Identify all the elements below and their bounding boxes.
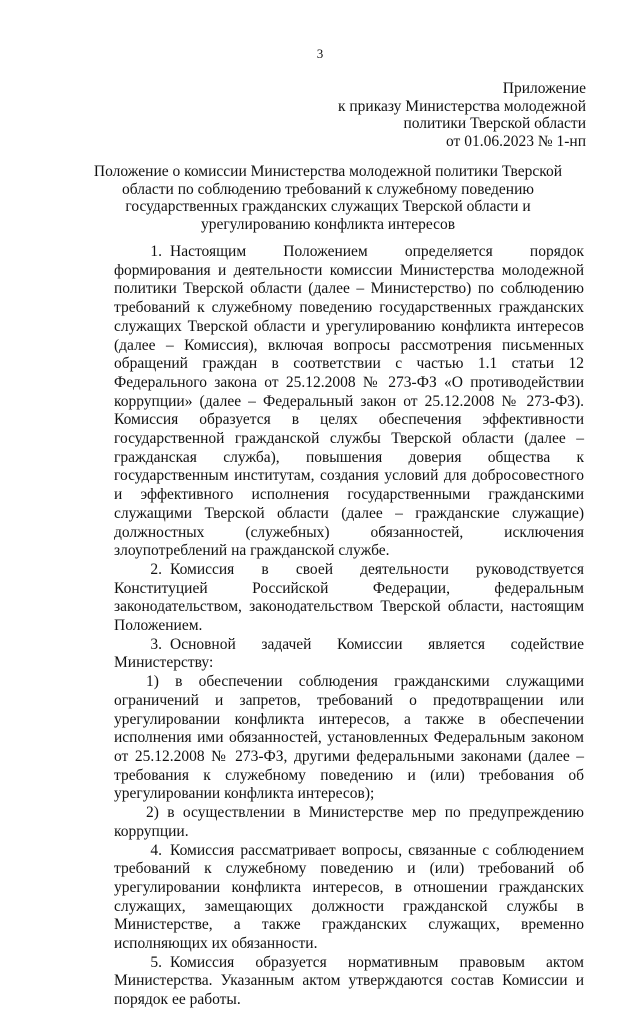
title-line: Положение о комиссии Министерства молодежной политики Тверской xyxy=(93,163,563,180)
paragraph-2 xyxy=(114,561,584,636)
paragraph-3 xyxy=(114,636,584,673)
page-number: 3 xyxy=(316,46,324,61)
appendix-line: Приложение xyxy=(502,80,586,97)
document-title xyxy=(90,163,566,233)
paragraph-number: 5. xyxy=(150,953,162,971)
paragraph-number: 2. xyxy=(150,560,162,578)
title-line: области по соблюдению требований к служебному поведению xyxy=(122,180,534,198)
appendix-line: от 01.06.2023 № 1-нп xyxy=(446,132,586,150)
appendix-line: к приказу Министерства молодежной xyxy=(337,97,586,115)
paragraph-text: Основной задачей Комиссии является содействие Министерству: xyxy=(114,635,584,672)
paragraph-text: Настоящим Положением определяется порядок формирования и деятельности комиссии Министерства молодежной политики Тверской области (далее – Министерство) по соблюдению требований к служебному поведению государственных гражданских служащих Тверской области и урегулированию конфликта интересов (далее – Комиссия), включая вопросы рассмотрения письменных обращений граждан в соответствии с частью 1.1 статьи 12 Федерального закона от 25.12.2008 № 273-ФЗ «О противодействии коррупции» (далее – Федеральный закон от 25.12.2008 № 273-ФЗ). Комиссия образуется в целях обеспечения эффективности государственной гражданской службы Тверской области (далее – гражданская служба), повышения доверия общества к государственным институтам, создания условий для добросовестного и эффективного исполнения государственными гражданскими служащими Тверской области (далее – гражданские служащие) должностных (служебных) обязанностей, исключения злоупотреблений на гражданской службе. xyxy=(114,243,584,560)
paragraph-3-item-2: 2) в осуществлении в Министерстве мер по предупреждению коррупции. xyxy=(114,804,584,840)
paragraph-3-item-1: 1) в обеспечении соблюдения гражданскими служащими ограничений и запретов, требований о предотвращении или урегулировании конфликта интересов, а также в обеспечении исполнения ими обязанностей, установленных Федеральным законом от 25.12.2008 № 273-ФЗ, другими федеральными законами (далее – требования к служебному поведению и (или) требования об урегулировании конфликта интересов); xyxy=(114,673,584,803)
paragraph-text: Комиссия рассматривает вопросы, связанные с соблюдением требований к служебному поведению и (или) требований об урегулировании конфликта интересов, в отношении гражданских служащих, замещающих должности гражданской службы в Министерстве, а также гражданских служащих, временно исполняющих их обязанности. xyxy=(114,841,584,953)
paragraph-text: Комиссия образуется нормативным правовым актом Министерства. Указанным актом утверждаются состав Комиссии и порядок ее работы. xyxy=(114,953,584,1009)
document-body xyxy=(114,243,584,1010)
paragraph-5 xyxy=(114,954,584,1010)
title-line: урегулированию конфликта интересов xyxy=(200,215,456,233)
paragraph-number: 1. xyxy=(150,243,162,260)
paragraph-1 xyxy=(114,243,584,561)
appendix-block xyxy=(338,80,586,150)
paragraph-number: 3. xyxy=(150,635,162,653)
appendix-line: политики Тверской области xyxy=(403,115,586,132)
paragraph-number: 4. xyxy=(150,841,162,859)
paragraph-4 xyxy=(114,842,584,954)
paragraph-text: Комиссия в своей деятельности руководствуется Конституцией Российской Федерации, федеральным законодательством, законодательством Тверской области, настоящим Положением. xyxy=(114,560,584,635)
title-line: государственных гражданских служащих Тверской области и xyxy=(125,198,531,215)
